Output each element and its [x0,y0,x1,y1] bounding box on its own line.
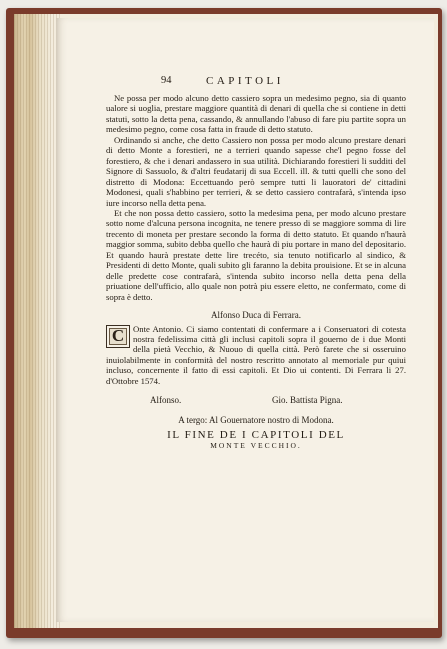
page-header [106,76,406,91]
signature-secretary: Gio. Battista Pigna. [272,395,343,406]
signatures [106,395,406,409]
paragraph-3: Et che non possa detto cassiero, sotto la medesima pena, per modo alcuno prestare sotto nome d'alcuna persona incognita, ne tenere presso di se maggiore somma di lire trecento di moneta per prestare secondo la forma di detto statuto. Et quando n'haurà maggior somma, subito debba quello che haurà di piu portare in mano del depositario. Et quando haurà prestate dette lire trecéto, sia tenuto notificarlo al sindico, & Presidenti di detto Monte, quali subito gli faranno la debita prouisione. Et se in alcuna delle predette cose contrafarà, s'intenda subito incorso nella detta pena della priuatione dell'ufficio, allo quale non potrà piu essere eletto, ne confermato, come di sopra è detto. [106,207,406,302]
signature-duke: Alfonso. [150,395,182,406]
paragraph-1: Ne possa per modo alcuno detto cassiero sopra un medesimo pegno, sia di quanto ualore si uoglia, prestare maggiore quantità di denari di quella che si contiene in detti statuti, sotto la detta pena, cassando, & annullando l'abuso di fare piu partite sopra un medesimo pegno, come cosa fatta in fraude di detto statuto. [106,93,406,135]
letter-text: Onte Antonio. Ci siamo contentati di confermare a i Conseruatori di cotesta nostra fedelissima città gli inclusi capitoli sopra il gouerno de i due Monti della pietà Vecchio, & Nuouo di quella città. Però farete che si osseruino inuiolabilmente in conformità del nostro rescritto annotato al memoriale pur quiui incluso, concernente il fatto di essi capitoli. Et Dio ui contenti. Di Ferrara li 27. d'Ottobre 1574. [106,323,406,386]
finis-line: IL FINE DE I CAPITOLI DEL [167,428,345,441]
letter-heading: Alfonso Duca di Ferrara. [211,310,301,321]
letter-body [106,324,406,387]
decorated-initial: C [106,325,130,348]
paragraph-2: Ordinando si anche, che detto Cassiero non possa per modo alcuno prestare denari di detto Monte a forestieri, ne a terrieri quando sapesse che'l pegno fosse del forestiero, & che i denari andassero in sua utilità. Dichiarando forestieri li sudditi del Signore di Sassuolo, & d'altri feudatarij di sua Eccell. ill. & tutti quelli che sono del distretto di Modona: Eccettuando però sempre tutti li lauoratori de' cittadini Modonesi, quali s'habbino per terrieri, & se detto cassiero contrafarà, s'intenda ipso iure incorso nella detta pena. [106,134,406,208]
page-content [106,76,406,452]
address-line: A tergo: Al Gouernatore nostro di Modona. [178,415,334,426]
running-head: CAPITOLI [206,75,284,87]
finis-subline: MONTE VECCHIO. [210,441,302,451]
page-stack-lines [14,14,62,628]
page-number: 94 [161,75,172,86]
